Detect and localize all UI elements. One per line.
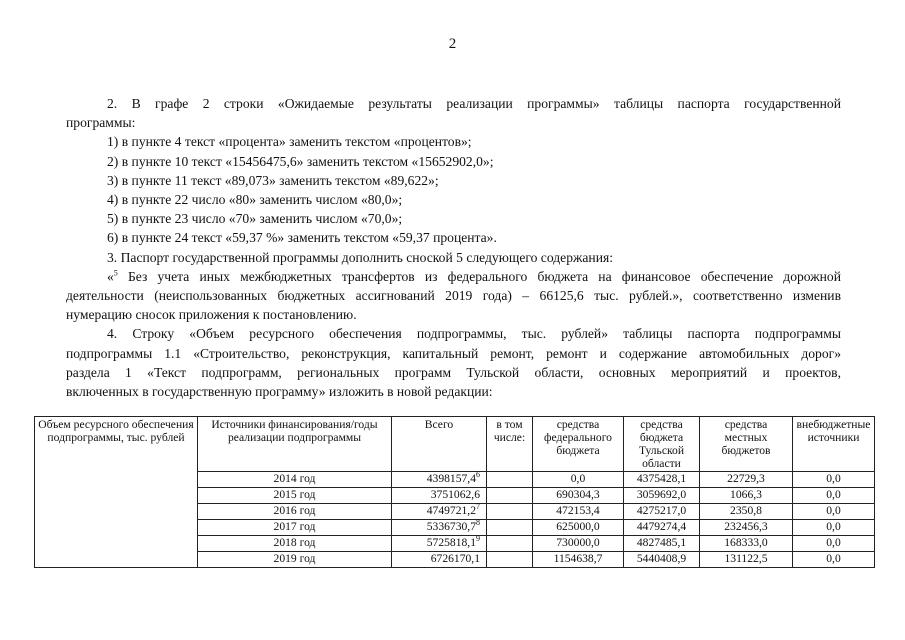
cell-regional: 4479274,4 — [624, 520, 700, 536]
cell-regional: 4827485,1 — [624, 536, 700, 552]
cell-total — [392, 504, 487, 520]
cell-total — [392, 472, 487, 488]
footnote-text: Без учета иных межбюджетных трансфертов из федерального бюджета на финансовое обеспечение дорожной — [117, 268, 841, 284]
cell-extra: 0,0 — [793, 536, 875, 552]
cell-local: 131122,5 — [700, 552, 793, 568]
cell-total — [392, 520, 487, 536]
header-regional: средства бюджета Тульской области — [624, 417, 700, 472]
cell-empty — [487, 536, 533, 552]
paragraph-4-line-3: раздела 1 «Текст подпрограмм, региональных программ Тульской области, основных мероприятий и проектов, — [66, 364, 841, 380]
cell-local: 168333,0 — [700, 536, 793, 552]
header-total: Всего — [392, 417, 487, 472]
footnote-marker: 9 — [476, 534, 480, 544]
cell-federal: 690304,3 — [533, 488, 624, 504]
cell-total-value: 5725818,1 — [426, 536, 476, 549]
footnote-line-2: деятельности (неиспользованных бюджетных ассигнований 2019 года) – 66125,6 тыс. рублей.», соответственно изменив — [66, 288, 841, 304]
cell-empty — [487, 504, 533, 520]
cell-year: 2015 год — [198, 488, 392, 504]
resource-table — [34, 416, 875, 568]
header-sources: Источники финансирования/годы реализации подпрограммы — [198, 417, 392, 472]
header-federal: средства федерального бюджета — [533, 417, 624, 472]
paragraph-2-line-2: программы: — [66, 115, 136, 131]
list-item: 1) в пункте 4 текст «процента» заменить текстом «процентов»; — [107, 134, 472, 150]
cell-empty — [487, 552, 533, 568]
page-number: 2 — [448, 36, 457, 52]
list-item: 4) в пункте 22 число «80» заменить числом «80,0»; — [107, 192, 403, 208]
header-including: в том числе: — [487, 417, 533, 472]
cell-extra: 0,0 — [793, 472, 875, 488]
cell-local: 22729,3 — [700, 472, 793, 488]
paragraph-4-line-1: 4. Строку «Объем ресурсного обеспечения подпрограммы, тыс. рублей» таблицы паспорта подпрограммы — [107, 326, 841, 342]
cell-regional: 5440408,9 — [624, 552, 700, 568]
cell-year: 2016 год — [198, 504, 392, 520]
cell-total-value: 4749721,2 — [426, 504, 476, 517]
cell-federal: 472153,4 — [533, 504, 624, 520]
cell-regional: 4275217,0 — [624, 504, 700, 520]
paragraph-4-line-2: подпрограммы 1.1 «Строительство, реконструкция, капитальный ремонт, ремонт и содержание автомобильных дорог» — [66, 345, 841, 361]
document-body — [66, 94, 841, 401]
footnote-marker: 7 — [476, 502, 480, 512]
footnote-line-3: нумерацию сносок приложения к постановлению. — [66, 307, 357, 323]
cell-local: 1066,3 — [700, 488, 793, 504]
resource-table-wrapper — [34, 416, 875, 568]
cell-year: 2019 год — [198, 552, 392, 568]
cell-empty — [487, 472, 533, 488]
cell-federal: 0,0 — [533, 472, 624, 488]
cell-total-value: 5336730,7 — [426, 520, 476, 533]
cell-total — [392, 488, 487, 504]
footnote-marker: 8 — [476, 518, 480, 528]
cell-federal: 730000,0 — [533, 536, 624, 552]
footnote-marker: 6 — [476, 470, 480, 480]
cell-extra: 0,0 — [793, 504, 875, 520]
cell-empty — [487, 488, 533, 504]
cell-extra: 0,0 — [793, 488, 875, 504]
paragraph-4-line-4: включенных в государственную программу» изложить в новой редакции: — [66, 384, 493, 400]
paragraph-3: 3. Паспорт государственной программы дополнить сноской 5 следующего содержания: — [107, 249, 613, 265]
list-item: 6) в пункте 24 текст «59,37 %» заменить текстом «59,37 процента». — [107, 230, 497, 246]
cell-total-value: 6726170,1 — [430, 552, 480, 565]
cell-local: 2350,8 — [700, 504, 793, 520]
cell-year: 2018 год — [198, 536, 392, 552]
list-item: 3) в пункте 11 текст «89,073» заменить текстом «89,622»; — [107, 172, 439, 188]
cell-empty — [487, 520, 533, 536]
cell-total-value: 4398157,4 — [426, 472, 476, 485]
footnote-open-quote: « — [107, 268, 114, 284]
cell-total — [392, 536, 487, 552]
paragraph-2-line-1: 2. В графе 2 строки «Ожидаемые результаты реализации программы» таблицы паспорта государственной — [107, 96, 841, 111]
footnote-line-1 — [66, 267, 841, 286]
cell-total — [392, 552, 487, 568]
table-header-row — [35, 417, 875, 472]
header-local: средства местных бюджетов — [700, 417, 793, 472]
list-item: 2) в пункте 10 текст «15456475,6» заменить текстом «15652902,0»; — [107, 153, 494, 169]
header-extra: внебюджетные источники — [793, 417, 875, 472]
footnote-marker: 5 — [113, 268, 118, 278]
cell-extra: 0,0 — [793, 520, 875, 536]
cell-regional: 3059692,0 — [624, 488, 700, 504]
cell-total-value: 3751062,6 — [430, 488, 480, 501]
cell-year: 2017 год — [198, 520, 392, 536]
cell-regional: 4375428,1 — [624, 472, 700, 488]
cell-local: 232456,3 — [700, 520, 793, 536]
cell-federal: 625000,0 — [533, 520, 624, 536]
cell-federal: 1154638,7 — [533, 552, 624, 568]
cell-extra: 0,0 — [793, 552, 875, 568]
header-resource-volume: Объем ресурсного обеспечения подпрограммы, тыс. рублей — [35, 417, 198, 568]
list-item: 5) в пункте 23 число «70» заменить числом «70,0»; — [107, 211, 403, 227]
cell-year: 2014 год — [198, 472, 392, 488]
